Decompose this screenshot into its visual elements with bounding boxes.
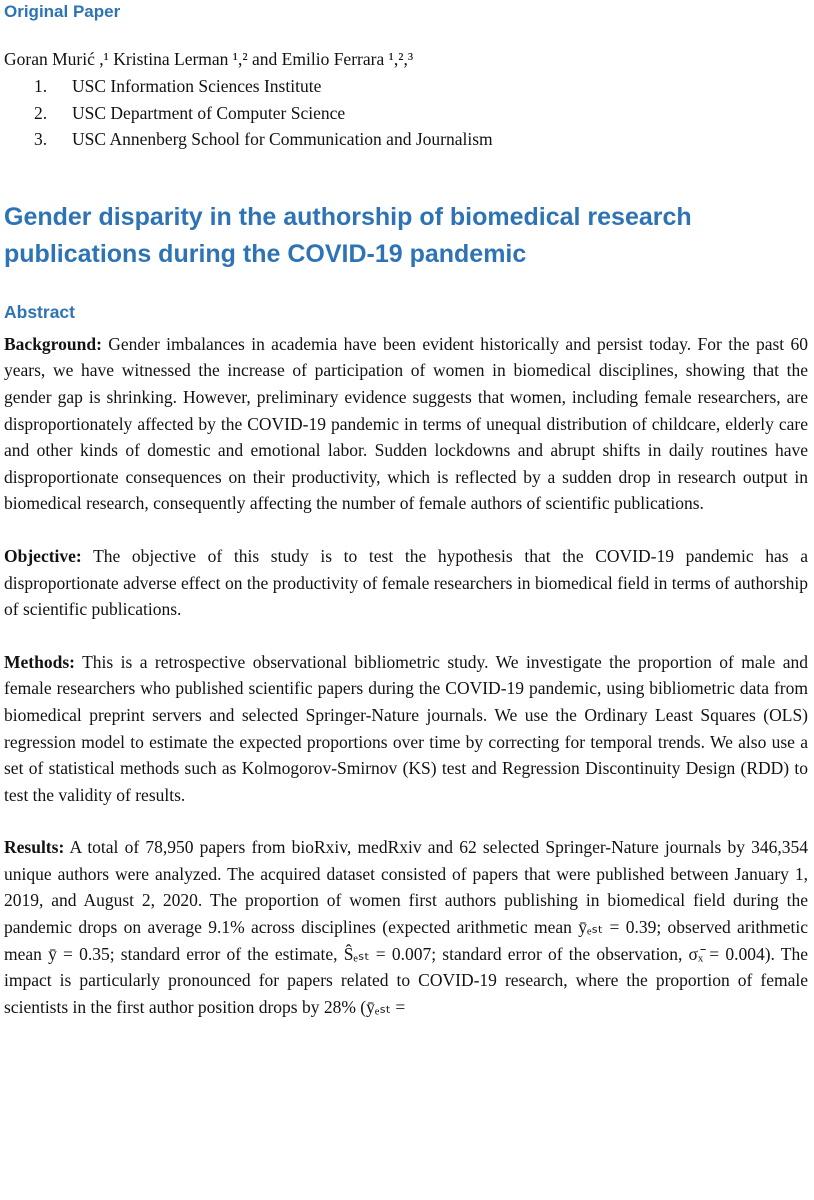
abstract-methods-paragraph — [4, 649, 808, 809]
abstract-results-paragraph — [4, 834, 808, 1020]
affiliations-list — [4, 73, 808, 153]
abstract-background-paragraph — [4, 331, 808, 517]
methods-text: This is a retrospective observational bibliometric study. We investigate the proportion of male and female researchers who published scientific papers during the COVID-19 pandemic, using bibliometric data from biomedical preprint servers and selected Springer-Nature journals. We use the Ordinary Least Squares (OLS) regression model to estimate the expected proportions over time by correcting for temporal trends. We also use a set of statistical methods such as Kolmogorov-Smirnov (KS) test and Regression Discontinuity Design (RDD) to test the validity of results. — [4, 651, 808, 805]
abstract-heading: Abstract — [4, 301, 75, 322]
affiliation-text: USC Annenberg School for Communication and Journalism — [72, 129, 493, 150]
affiliation-item — [4, 100, 808, 127]
affiliation-number: 3. — [34, 129, 48, 150]
objective-text: The objective of this study is to test the hypothesis that the COVID-19 pandemic has a disproportionate adverse effect on the productivity of female researchers in biomedical field in terms of authorship of scientific publications. — [4, 545, 808, 620]
results-text: A total of 78,950 papers from bioRxiv, medRxiv and 62 selected Springer-Nature journals by 346,354 unique authors were analyzed. The acquired dataset consisted of papers that were published between January 1, 2019, and August 2, 2020. The proportion of women first authors publishing in biomedical field during the pandemic drops on average 9.1% across disciplines (expected arithmetic mean ȳₑₛₜ = 0.39; observed arithmetic mean ȳ = 0.35; standard error of the estimate, Ŝₑₛₜ = 0.007; standard error of the observation, σₓ̄ = 0.004). The impact is particularly pronounced for papers related to COVID-19 research, where the proportion of female scientists in the first author position drops by 28% (ȳₑₛₜ = — [4, 837, 808, 1017]
paper-type-heading: Original Paper — [4, 2, 121, 21]
affiliation-text: USC Information Sciences Institute — [72, 76, 322, 96]
affiliation-item — [4, 73, 808, 100]
affiliation-number: 2. — [34, 102, 48, 123]
objective-label: Objective: — [4, 545, 82, 566]
affiliation-text: USC Department of Computer Science — [72, 102, 346, 123]
methods-label: Methods: — [4, 651, 75, 672]
abstract-objective-paragraph — [4, 543, 808, 623]
authors-line: Goran Murić ,¹ Kristina Lerman ¹,² and Emilio Ferrara ¹,²,³ — [4, 49, 414, 69]
affiliation-number: 1. — [34, 76, 48, 96]
background-text: Gender imbalances in academia have been evident historically and persist today. For the past 60 years, we have witnessed the increase of participation of women in biomedical disciplines, showing that the gender gap is shrinking. However, preliminary evidence suggests that women, including female researchers, are disproportionately affected by the COVID-19 pandemic in terms of unequal distribution of childcare, elderly care and other kinds of domestic and emotional labor. Sudden lockdowns and abrupt shifts in daily routines have disproportionate consequences on their productivity, which is reflected by a sudden drop in research output in biomedical research, consequently affecting the number of female authors of scientific publications. — [4, 333, 808, 514]
results-label: Results: — [4, 837, 65, 858]
background-label: Background: — [4, 333, 102, 354]
affiliation-item — [4, 126, 808, 153]
paper-title: Gender disparity in the authorship of biomedical research publications during the COVID-19 pandemic — [4, 202, 692, 268]
